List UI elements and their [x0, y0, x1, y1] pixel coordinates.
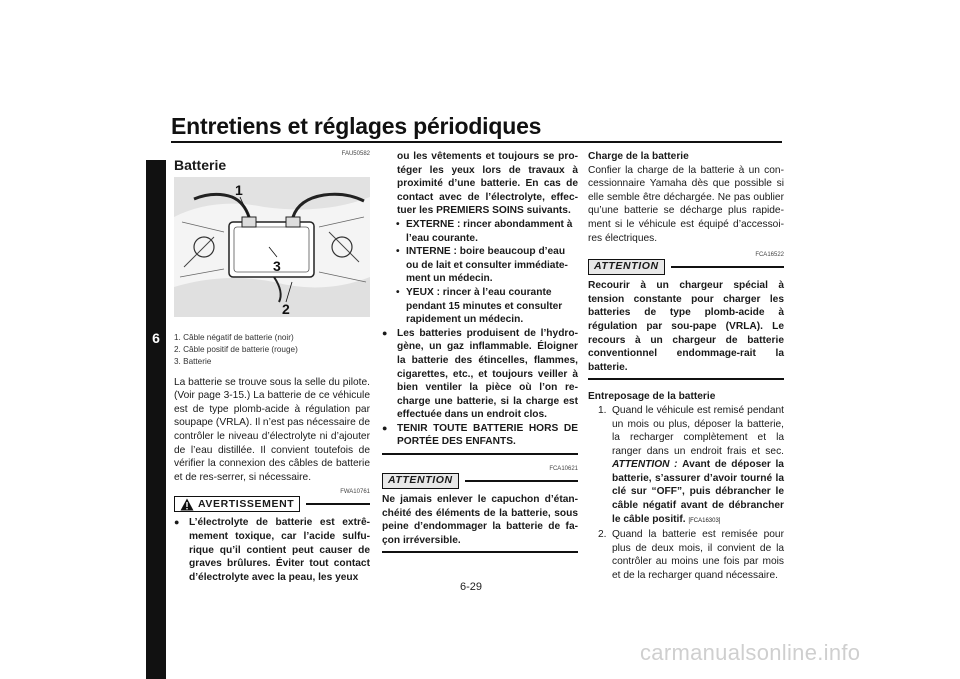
caption-item: 1. Câble négatif de batterie (noir)	[174, 332, 294, 342]
storage-title: Entreposage de la batterie	[588, 391, 716, 403]
attention-end-rule	[588, 378, 784, 380]
chapter-tab	[146, 160, 166, 679]
figure-captions	[174, 332, 370, 368]
column-3	[588, 150, 784, 583]
figure-label-1: 1	[235, 181, 243, 198]
first-aid-item: • INTERNE : boire beaucoup d’eau ou de lait et consulter immédiate-ment un médecin.	[382, 245, 578, 286]
battery-illustration	[174, 177, 370, 317]
storage-step-2	[588, 528, 784, 582]
attention-label: ATTENTION	[588, 259, 665, 275]
warning-label: AVERTISSEMENT	[198, 497, 295, 510]
step-text: Quand le véhicule est remisé pendant un mois ou plus, déposer la batterie, la recharger complètement et la ranger dans un endroit frais et sec.	[612, 404, 784, 457]
warning-bullet-continued: ou les vêtements et toujours se pro-téger les yeux lors de travaux à proximité d’une batterie. En cas de contact avec de l’électrolyte, effec-tuer les PREMIERS SOINS suivants.	[397, 151, 578, 217]
first-aid-list	[382, 218, 578, 327]
attention-label: ATTENTION	[382, 473, 459, 489]
warning-end-rule	[382, 453, 578, 455]
header-rule	[171, 141, 782, 143]
warning-bullet: ● Les batteries produisent de l’hydro-gène, un gaz inflammable. Éloigner la batterie des étincelles, flammes, cigarettes, etc., et toujours veiller à bien ventiler la pièce où l’on re-charge une batterie, si la charge est effectuée dans un endroit clos.	[382, 327, 578, 422]
page-title: Entretiens et réglages périodiques	[171, 113, 542, 139]
step-attention-label: ATTENTION :	[612, 459, 678, 471]
figure-label-3: 3	[273, 257, 281, 274]
caption-item: 3. Batterie	[174, 356, 212, 366]
warning-banner	[174, 496, 370, 512]
section-title: Batterie	[174, 157, 227, 173]
column-2	[382, 150, 578, 563]
figure-label-2: 2	[282, 300, 290, 317]
warning-bullet: ● L’électrolyte de batterie est extrê-mement toxique, car l’acide sulfu-rique qu’il contient peut causer de graves brûlures. Éviter tout contact d’électrolyte avec la peau, les yeux	[174, 516, 370, 584]
warning-rule	[306, 503, 370, 505]
storage-steps	[588, 404, 784, 583]
attention-text: Ne jamais enlever le capuchon d’étan-chéité des éléments de la batterie, sous peine d’endommager la batterie de fa-çon irréversible.	[382, 494, 578, 546]
step-attention-code: [FCA16303]	[688, 517, 721, 524]
warning-bullets	[382, 327, 578, 449]
warning-bullets	[174, 516, 370, 584]
attention-rule	[671, 266, 784, 268]
charge-title: Charge de la batterie	[588, 151, 689, 162]
warning-label-box	[174, 496, 300, 512]
attention-text: Recourir à un chargeur spécial à tension constante pour charger les batteries de type plomb-acide à régulation par sou-pape (VRLA). Le recours à un chargeur de batterie conventionnel endommage-rait la batterie.	[588, 280, 784, 373]
attention-end-rule	[382, 551, 578, 553]
attention-banner	[382, 473, 578, 489]
charge-paragraph: Confier la charge de la batterie à un con-cessionnaire Yamaha dès que possible si elle semble être déchargée. Ne pas oublier qu’une batterie se décharge plus rapide-ment si le véhicule est équipé d’accessoi-res électriques.	[588, 164, 784, 244]
attention-code: FCA10621	[549, 466, 578, 473]
warning-code: FWA10761	[340, 489, 370, 496]
step-number: 1.	[598, 404, 607, 416]
intro-paragraph: La batterie se trouve sous la selle du pilote. (Voir page 3-15.) La batterie de ce véhicule est de type plomb-acide à régulation par soupape (VRLA). Il n’est pas nécessaire de contrôler le niveau d’électrolyte ni d’ajouter de l’eau distillée. Il convient toutefois de vérifier la connexion des câbles de batterie et de res-serrer, si nécessaire.	[174, 376, 370, 483]
section-code: FAU50582	[341, 151, 370, 157]
chapter-number: 6	[152, 330, 160, 346]
battery-figure	[174, 177, 370, 327]
warning-bullet: ● TENIR TOUTE BATTERIE HORS DE PORTÉE DES ENFANTS.	[382, 422, 578, 449]
column-1	[174, 150, 370, 584]
step-text: Quand la batterie est remisée pour plus de deux mois, il convient de la contrôler au moins une fois par mois et de la recharger quand nécessaire.	[612, 529, 784, 582]
first-aid-item: • EXTERNE : rincer abondamment à l’eau courante.	[382, 218, 578, 245]
watermark: carmanualsonline.info	[640, 640, 861, 665]
attention-rule	[465, 480, 578, 482]
step-number: 2.	[598, 529, 607, 541]
attention-banner	[588, 259, 784, 275]
caption-item: 2. Câble positif de batterie (rouge)	[174, 344, 298, 354]
step-attention-text: Avant de déposer la batterie, s’assurer d’avoir tourné la clé sur “OFF”, puis débrancher le câble négatif avant de débrancher le câble positif.	[612, 459, 784, 525]
warning-triangle-icon	[180, 498, 194, 511]
storage-step-1	[588, 404, 784, 528]
first-aid-item: • YEUX : rincer à l’eau courante pendant 15 minutes et consulter rapidement un médecin.	[382, 286, 578, 327]
attention-code: FCA16522	[755, 252, 784, 259]
page-number: 6-29	[460, 581, 483, 593]
